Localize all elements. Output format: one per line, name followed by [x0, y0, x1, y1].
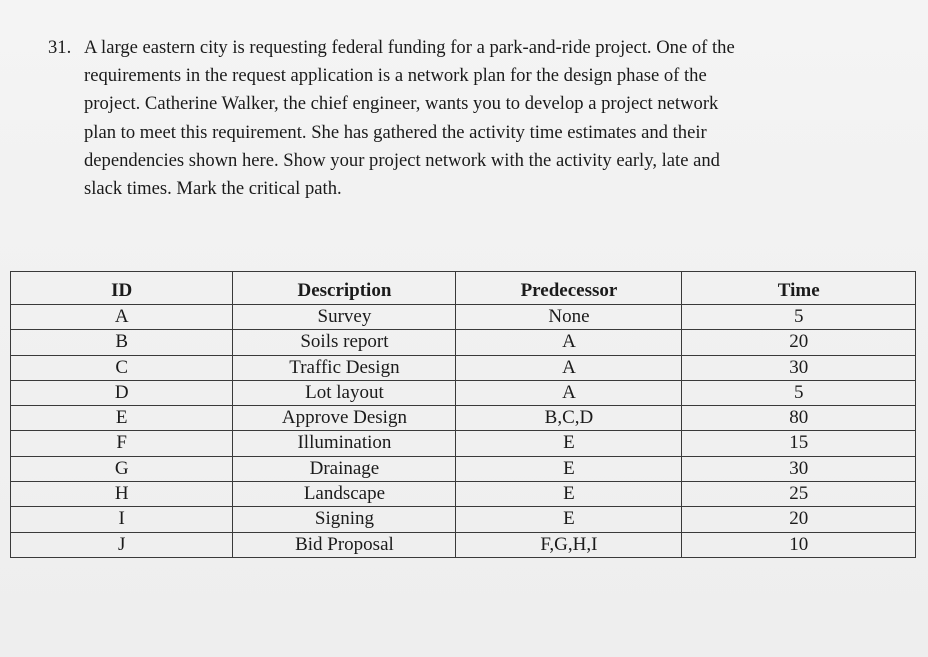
table-row	[11, 406, 916, 431]
cell-time: 20	[682, 330, 916, 355]
table-row	[11, 507, 916, 532]
cell-predecessor: A	[456, 355, 682, 380]
cell-time: 5	[682, 380, 916, 405]
problem-line: slack times. Mark the critical path.	[84, 178, 342, 200]
table-row	[11, 456, 916, 481]
cell-predecessor: E	[456, 482, 682, 507]
cell-description: Bid Proposal	[233, 532, 456, 557]
cell-predecessor: A	[456, 380, 682, 405]
cell-description: Drainage	[233, 456, 456, 481]
table-row	[11, 431, 916, 456]
cell-description: Signing	[233, 507, 456, 532]
cell-id: D	[11, 380, 233, 405]
problem-line: requirements in the request application is a network plan for the design phase of the	[84, 65, 707, 87]
table-row	[11, 330, 916, 355]
header-time: Time	[682, 272, 916, 305]
problem-line: A large eastern city is requesting federal funding for a park-and-ride project. One of the	[84, 37, 735, 58]
activity-table	[10, 271, 916, 558]
cell-id: F	[11, 431, 233, 456]
problem-number: 31.	[48, 37, 72, 58]
cell-time: 80	[682, 406, 916, 431]
table-header-row	[11, 272, 916, 305]
cell-description: Survey	[233, 305, 456, 330]
cell-description: Traffic Design	[233, 355, 456, 380]
header-id: ID	[11, 272, 233, 305]
cell-id: G	[11, 456, 233, 481]
cell-time: 25	[682, 482, 916, 507]
cell-time: 10	[682, 532, 916, 557]
cell-id: H	[11, 482, 233, 507]
problem-line: plan to meet this requirement. She has gathered the activity time estimates and their	[84, 121, 707, 143]
problem-statement	[48, 34, 878, 203]
problem-line: dependencies shown here. Show your project network with the activity early, late and	[84, 149, 720, 171]
cell-description: Landscape	[233, 482, 456, 507]
cell-predecessor: F,G,H,I	[456, 532, 682, 557]
table-row	[11, 482, 916, 507]
cell-predecessor: E	[456, 456, 682, 481]
cell-predecessor: None	[456, 305, 682, 330]
table-row	[11, 305, 916, 330]
cell-predecessor: B,C,D	[456, 406, 682, 431]
cell-time: 15	[682, 431, 916, 456]
cell-description: Lot layout	[233, 380, 456, 405]
cell-time: 5	[682, 305, 916, 330]
cell-time: 20	[682, 507, 916, 532]
cell-description: Approve Design	[233, 406, 456, 431]
table-row	[11, 380, 916, 405]
cell-id: E	[11, 406, 233, 431]
problem-text	[84, 34, 878, 203]
cell-id: I	[11, 507, 233, 532]
table-row	[11, 355, 916, 380]
cell-description: Illumination	[233, 431, 456, 456]
cell-id: A	[11, 305, 233, 330]
header-predecessor: Predecessor	[456, 272, 682, 305]
cell-id: C	[11, 355, 233, 380]
table-row	[11, 532, 916, 557]
problem-line: project. Catherine Walker, the chief engineer, wants you to develop a project network	[84, 93, 719, 115]
cell-predecessor: E	[456, 507, 682, 532]
cell-predecessor: A	[456, 330, 682, 355]
cell-predecessor: E	[456, 431, 682, 456]
cell-time: 30	[682, 355, 916, 380]
cell-time: 30	[682, 456, 916, 481]
cell-id: J	[11, 532, 233, 557]
header-description: Description	[233, 272, 456, 305]
cell-description: Soils report	[233, 330, 456, 355]
cell-id: B	[11, 330, 233, 355]
